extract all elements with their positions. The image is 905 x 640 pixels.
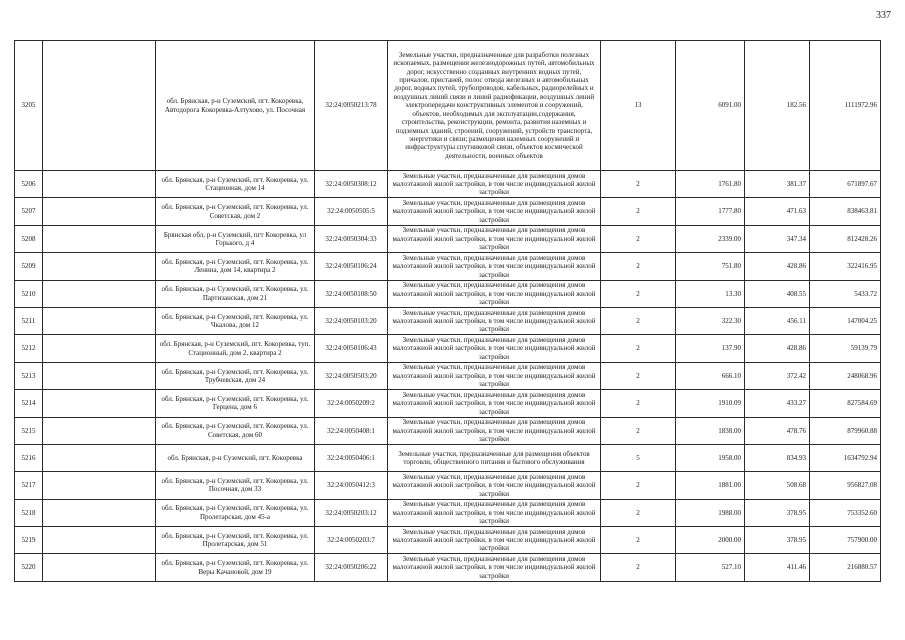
cadastral-value-cell: 147004.25 bbox=[810, 307, 881, 334]
blank-cell bbox=[43, 335, 156, 362]
use-group-code-cell: 2 bbox=[601, 198, 676, 225]
table-row bbox=[15, 225, 881, 252]
table-row bbox=[15, 417, 881, 444]
blank-cell bbox=[43, 225, 156, 252]
blank-cell bbox=[43, 171, 156, 198]
cadastral-value-cell: 753352.60 bbox=[810, 499, 881, 526]
specific-value-cell: 182.56 bbox=[745, 41, 810, 171]
table-row bbox=[15, 253, 881, 280]
use-group-code-cell: 2 bbox=[601, 335, 676, 362]
table-row bbox=[15, 444, 881, 471]
cadastral-number-cell: 32:24:0050406:1 bbox=[315, 444, 388, 471]
blank-cell bbox=[43, 307, 156, 334]
area-cell: 1881.00 bbox=[676, 472, 745, 499]
specific-value-cell: 508.68 bbox=[745, 472, 810, 499]
address-cell: обл. Брянская, р-н Суземский, пгт. Кокоревка, ул. Советская, дом 60 bbox=[156, 417, 315, 444]
cadastral-value-cell: 812428.26 bbox=[810, 225, 881, 252]
blank-cell bbox=[43, 198, 156, 225]
use-group-code-cell: 2 bbox=[601, 390, 676, 417]
cadastral-value-cell: 216880.57 bbox=[810, 554, 881, 581]
row-number-cell: 5207 bbox=[15, 198, 43, 225]
row-number-cell: 5213 bbox=[15, 362, 43, 389]
row-number-cell: 5211 bbox=[15, 307, 43, 334]
land-use-cell: Земельные участки, предназначенные для размещения домов малоэтажной жилой застройки, в том числе индивидуальной жилой застройки bbox=[388, 362, 601, 389]
use-group-code-cell: 13 bbox=[601, 41, 676, 171]
land-use-cell: Земельные участки, предназначенные для размещения домов малоэтажной жилой застройки, в том числе индивидуальной жилой застройки bbox=[388, 171, 601, 198]
area-cell: 6091.00 bbox=[676, 41, 745, 171]
area-cell: 1988.00 bbox=[676, 499, 745, 526]
land-use-cell: Земельные участки, предназначенные для разработки полезных ископаемых, размещения железнодорожных путей, автомобильных дорог, искусственно созданных внутренних водных путей, причалов, пристаней, полос отвода железных и автомобильных дорог, водных путей, трубопроводов, кабельных, радиорелейных и воздушных линий связи и линий радиофикации, воздушных линий электропередачи конструктивных элементов и сооружений, объектов, необходимых для эксплуатации,содержания, строительства, реконструкции, ремонта, развития наземных и подземных зданий, строений, сооружений, устройств транспорта, энергетики и связи; размещения наземных сооружений и инфраструктуры спутниковой связи, объектов космической деятельности, военных объектов bbox=[388, 41, 601, 171]
area-cell: 751.80 bbox=[676, 253, 745, 280]
address-cell: обл. Брянская, р-н Суземский, пгт. Кокоревка, ул. Пролетарская, дом 51 bbox=[156, 527, 315, 554]
specific-value-cell: 381.37 bbox=[745, 171, 810, 198]
cadastral-value-cell: 956827.08 bbox=[810, 472, 881, 499]
table-row bbox=[15, 499, 881, 526]
land-use-cell: Земельные участки, предназначенные для размещения домов малоэтажной жилой застройки, в том числе индивидуальной жилой застройки bbox=[388, 417, 601, 444]
use-group-code-cell: 2 bbox=[601, 280, 676, 307]
area-cell: 13.30 bbox=[676, 280, 745, 307]
address-cell: обл. Брянская, р-н Суземский, пгт. Кокоревка, ул. Чкалова, дом 12 bbox=[156, 307, 315, 334]
row-number-cell: 5210 bbox=[15, 280, 43, 307]
address-cell: обл. Брянская, р-н Суземский, пгт. Кокоревка, Автодорога Кокоревка-Алтухово, ул. Посочная bbox=[156, 41, 315, 171]
area-cell: 1838.00 bbox=[676, 417, 745, 444]
table-row bbox=[15, 554, 881, 581]
land-use-cell: Земельные участки, предназначенные для размещения домов малоэтажной жилой застройки, в том числе индивидуальной жилой застройки bbox=[388, 198, 601, 225]
address-cell: Брянская обл, р-н Суземский, пгт Кокоревка, ул Горького, д 4 bbox=[156, 225, 315, 252]
land-use-cell: Земельные участки, предназначенные для размещения домов малоэтажной жилой застройки, в том числе индивидуальной жилой застройки bbox=[388, 335, 601, 362]
cadastral-value-cell: 5433.72 bbox=[810, 280, 881, 307]
cadastral-value-cell: 757900.00 bbox=[810, 527, 881, 554]
land-use-cell: Земельные участки, предназначенные для размещения домов малоэтажной жилой застройки, в том числе индивидуальной жилой застройки bbox=[388, 390, 601, 417]
use-group-code-cell: 2 bbox=[601, 171, 676, 198]
row-number-cell: 5209 bbox=[15, 253, 43, 280]
cadastral-number-cell: 32:24:0050108:50 bbox=[315, 280, 388, 307]
specific-value-cell: 433.27 bbox=[745, 390, 810, 417]
page-number: 337 bbox=[876, 10, 891, 21]
row-number-cell: 5218 bbox=[15, 499, 43, 526]
row-number-cell: 3205 bbox=[15, 41, 43, 171]
address-cell: обл. Брянская, р-н Суземский, пгт. Кокоревка, ул. Стационная, дом 14 bbox=[156, 171, 315, 198]
use-group-code-cell: 2 bbox=[601, 527, 676, 554]
blank-cell bbox=[43, 499, 156, 526]
address-cell: обл. Брянская, р-н Суземский, пгт. Кокоревка, ул. Советская, дом 2 bbox=[156, 198, 315, 225]
use-group-code-cell: 2 bbox=[601, 554, 676, 581]
blank-cell bbox=[43, 554, 156, 581]
cadastral-number-cell: 32:24:0050203:7 bbox=[315, 527, 388, 554]
area-cell: 527.10 bbox=[676, 554, 745, 581]
area-cell: 1958.00 bbox=[676, 444, 745, 471]
table-body bbox=[15, 41, 881, 582]
row-number-cell: 5220 bbox=[15, 554, 43, 581]
table-row bbox=[15, 307, 881, 334]
cadastral-value-cell: 1111972.96 bbox=[810, 41, 881, 171]
specific-value-cell: 456.11 bbox=[745, 307, 810, 334]
specific-value-cell: 347.34 bbox=[745, 225, 810, 252]
land-use-cell: Земельные участки, предназначенные для размещения домов малоэтажной жилой застройки, в том числе индивидуальной жилой застройки bbox=[388, 472, 601, 499]
table-row bbox=[15, 335, 881, 362]
table-row bbox=[15, 171, 881, 198]
blank-cell bbox=[43, 362, 156, 389]
specific-value-cell: 478.76 bbox=[745, 417, 810, 444]
address-cell: обл. Брянская, р-н Суземский, пгт. Кокоревка, туп. Стационный, дом 2, квартира 2 bbox=[156, 335, 315, 362]
area-cell: 2339.00 bbox=[676, 225, 745, 252]
row-number-cell: 5206 bbox=[15, 171, 43, 198]
blank-cell bbox=[43, 390, 156, 417]
cadastral-value-cell: 322416.95 bbox=[810, 253, 881, 280]
blank-cell bbox=[43, 280, 156, 307]
address-cell: обл. Брянская, р-н Суземский, пгт. Кокоревка, ул. Пролетарская, дом 45-а bbox=[156, 499, 315, 526]
specific-value-cell: 378.95 bbox=[745, 499, 810, 526]
cadastral-value-cell: 879960.88 bbox=[810, 417, 881, 444]
table-row bbox=[15, 198, 881, 225]
address-cell: обл. Брянская, р-н Суземский, пгт. Кокоревка, ул. Ленина, дом 14, квартира 2 bbox=[156, 253, 315, 280]
cadastral-value-cell: 671897.67 bbox=[810, 171, 881, 198]
specific-value-cell: 378.95 bbox=[745, 527, 810, 554]
land-use-cell: Земельные участки, предназначенные для размещения объектов торговли, общественного питания и бытового обслуживания bbox=[388, 444, 601, 471]
specific-value-cell: 428.86 bbox=[745, 253, 810, 280]
blank-cell bbox=[43, 41, 156, 171]
cadastral-number-cell: 32:24:0050304:33 bbox=[315, 225, 388, 252]
cadastral-number-cell: 32:24:0050103:20 bbox=[315, 307, 388, 334]
cadastral-number-cell: 32:24:0050503:20 bbox=[315, 362, 388, 389]
land-use-cell: Земельные участки, предназначенные для размещения домов малоэтажной жилой застройки, в том числе индивидуальной жилой застройки bbox=[388, 280, 601, 307]
use-group-code-cell: 2 bbox=[601, 499, 676, 526]
cadastral-number-cell: 32:24:0050505:5 bbox=[315, 198, 388, 225]
land-use-cell: Земельные участки, предназначенные для размещения домов малоэтажной жилой застройки, в том числе индивидуальной жилой застройки bbox=[388, 225, 601, 252]
row-number-cell: 5215 bbox=[15, 417, 43, 444]
row-number-cell: 5212 bbox=[15, 335, 43, 362]
cadastral-value-cell: 59139.79 bbox=[810, 335, 881, 362]
blank-cell bbox=[43, 472, 156, 499]
address-cell: обл. Брянская, р-н Суземский, пгт. Кокоревка, ул. Партизанская, дом 21 bbox=[156, 280, 315, 307]
cadastral-number-cell: 32:24:0050106:43 bbox=[315, 335, 388, 362]
table-row bbox=[15, 41, 881, 171]
use-group-code-cell: 2 bbox=[601, 307, 676, 334]
cadastral-number-cell: 32:24:0050308:12 bbox=[315, 171, 388, 198]
specific-value-cell: 834.93 bbox=[745, 444, 810, 471]
address-cell: обл. Брянская, р-н Суземский, пгт. Кокоревка bbox=[156, 444, 315, 471]
specific-value-cell: 411.46 bbox=[745, 554, 810, 581]
address-cell: обл. Брянская, р-н Суземский, пгт. Кокоревка, ул. Герцена, дом 6 bbox=[156, 390, 315, 417]
cadastral-number-cell: 32:24:0050412:3 bbox=[315, 472, 388, 499]
use-group-code-cell: 5 bbox=[601, 444, 676, 471]
cadastral-number-cell: 32:24:0050203:12 bbox=[315, 499, 388, 526]
cadastral-value-cell: 827584.69 bbox=[810, 390, 881, 417]
cadastral-number-cell: 32:24:0050106:24 bbox=[315, 253, 388, 280]
table-row bbox=[15, 472, 881, 499]
use-group-code-cell: 2 bbox=[601, 362, 676, 389]
specific-value-cell: 428.86 bbox=[745, 335, 810, 362]
land-use-cell: Земельные участки, предназначенные для размещения домов малоэтажной жилой застройки, в том числе индивидуальной жилой застройки bbox=[388, 527, 601, 554]
area-cell: 1777.80 bbox=[676, 198, 745, 225]
address-cell: обл. Брянская, р-н Суземский, пгт. Кокоревка, ул. Посочная, дом 33 bbox=[156, 472, 315, 499]
row-number-cell: 5208 bbox=[15, 225, 43, 252]
table-row bbox=[15, 390, 881, 417]
cadastral-number-cell: 32:24:0050408:1 bbox=[315, 417, 388, 444]
land-use-cell: Земельные участки, предназначенные для размещения домов малоэтажной жилой застройки, в том числе индивидуальной жилой застройки bbox=[388, 253, 601, 280]
cadastral-value-cell: 1634792.94 bbox=[810, 444, 881, 471]
area-cell: 1910.09 bbox=[676, 390, 745, 417]
row-number-cell: 5217 bbox=[15, 472, 43, 499]
blank-cell bbox=[43, 417, 156, 444]
area-cell: 2000.00 bbox=[676, 527, 745, 554]
specific-value-cell: 372.42 bbox=[745, 362, 810, 389]
land-use-cell: Земельные участки, предназначенные для размещения домов малоэтажной жилой застройки, в том числе индивидуальной жилой застройки bbox=[388, 307, 601, 334]
cadastral-number-cell: 32:24:0050206:22 bbox=[315, 554, 388, 581]
specific-value-cell: 408.55 bbox=[745, 280, 810, 307]
row-number-cell: 5214 bbox=[15, 390, 43, 417]
area-cell: 322.30 bbox=[676, 307, 745, 334]
land-use-cell: Земельные участки, предназначенные для размещения домов малоэтажной жилой застройки, в том числе индивидуальной жилой застройки bbox=[388, 554, 601, 581]
blank-cell bbox=[43, 527, 156, 554]
row-number-cell: 5216 bbox=[15, 444, 43, 471]
use-group-code-cell: 2 bbox=[601, 253, 676, 280]
specific-value-cell: 471.63 bbox=[745, 198, 810, 225]
area-cell: 666.10 bbox=[676, 362, 745, 389]
blank-cell bbox=[43, 444, 156, 471]
table-row bbox=[15, 527, 881, 554]
area-cell: 1761.80 bbox=[676, 171, 745, 198]
cadastral-number-cell: 32:24:0050209:2 bbox=[315, 390, 388, 417]
cadastral-number-cell: 32:24:0050213:78 bbox=[315, 41, 388, 171]
table-row bbox=[15, 280, 881, 307]
use-group-code-cell: 2 bbox=[601, 225, 676, 252]
address-cell: обл. Брянская, р-н Суземский, пгт. Кокоревка, ул. Веры Качановой, дом 19 bbox=[156, 554, 315, 581]
blank-cell bbox=[43, 253, 156, 280]
cadastral-value-cell: 838463.81 bbox=[810, 198, 881, 225]
table-row bbox=[15, 362, 881, 389]
use-group-code-cell: 2 bbox=[601, 472, 676, 499]
area-cell: 137.90 bbox=[676, 335, 745, 362]
cadastral-value-table bbox=[14, 40, 881, 582]
row-number-cell: 5219 bbox=[15, 527, 43, 554]
address-cell: обл. Брянская, р-н Суземский, пгт. Кокоревка, ул. Трубчевская, дом 24 bbox=[156, 362, 315, 389]
land-use-cell: Земельные участки, предназначенные для размещения домов малоэтажной жилой застройки, в том числе индивидуальной жилой застройки bbox=[388, 499, 601, 526]
use-group-code-cell: 2 bbox=[601, 417, 676, 444]
cadastral-value-cell: 248068.96 bbox=[810, 362, 881, 389]
